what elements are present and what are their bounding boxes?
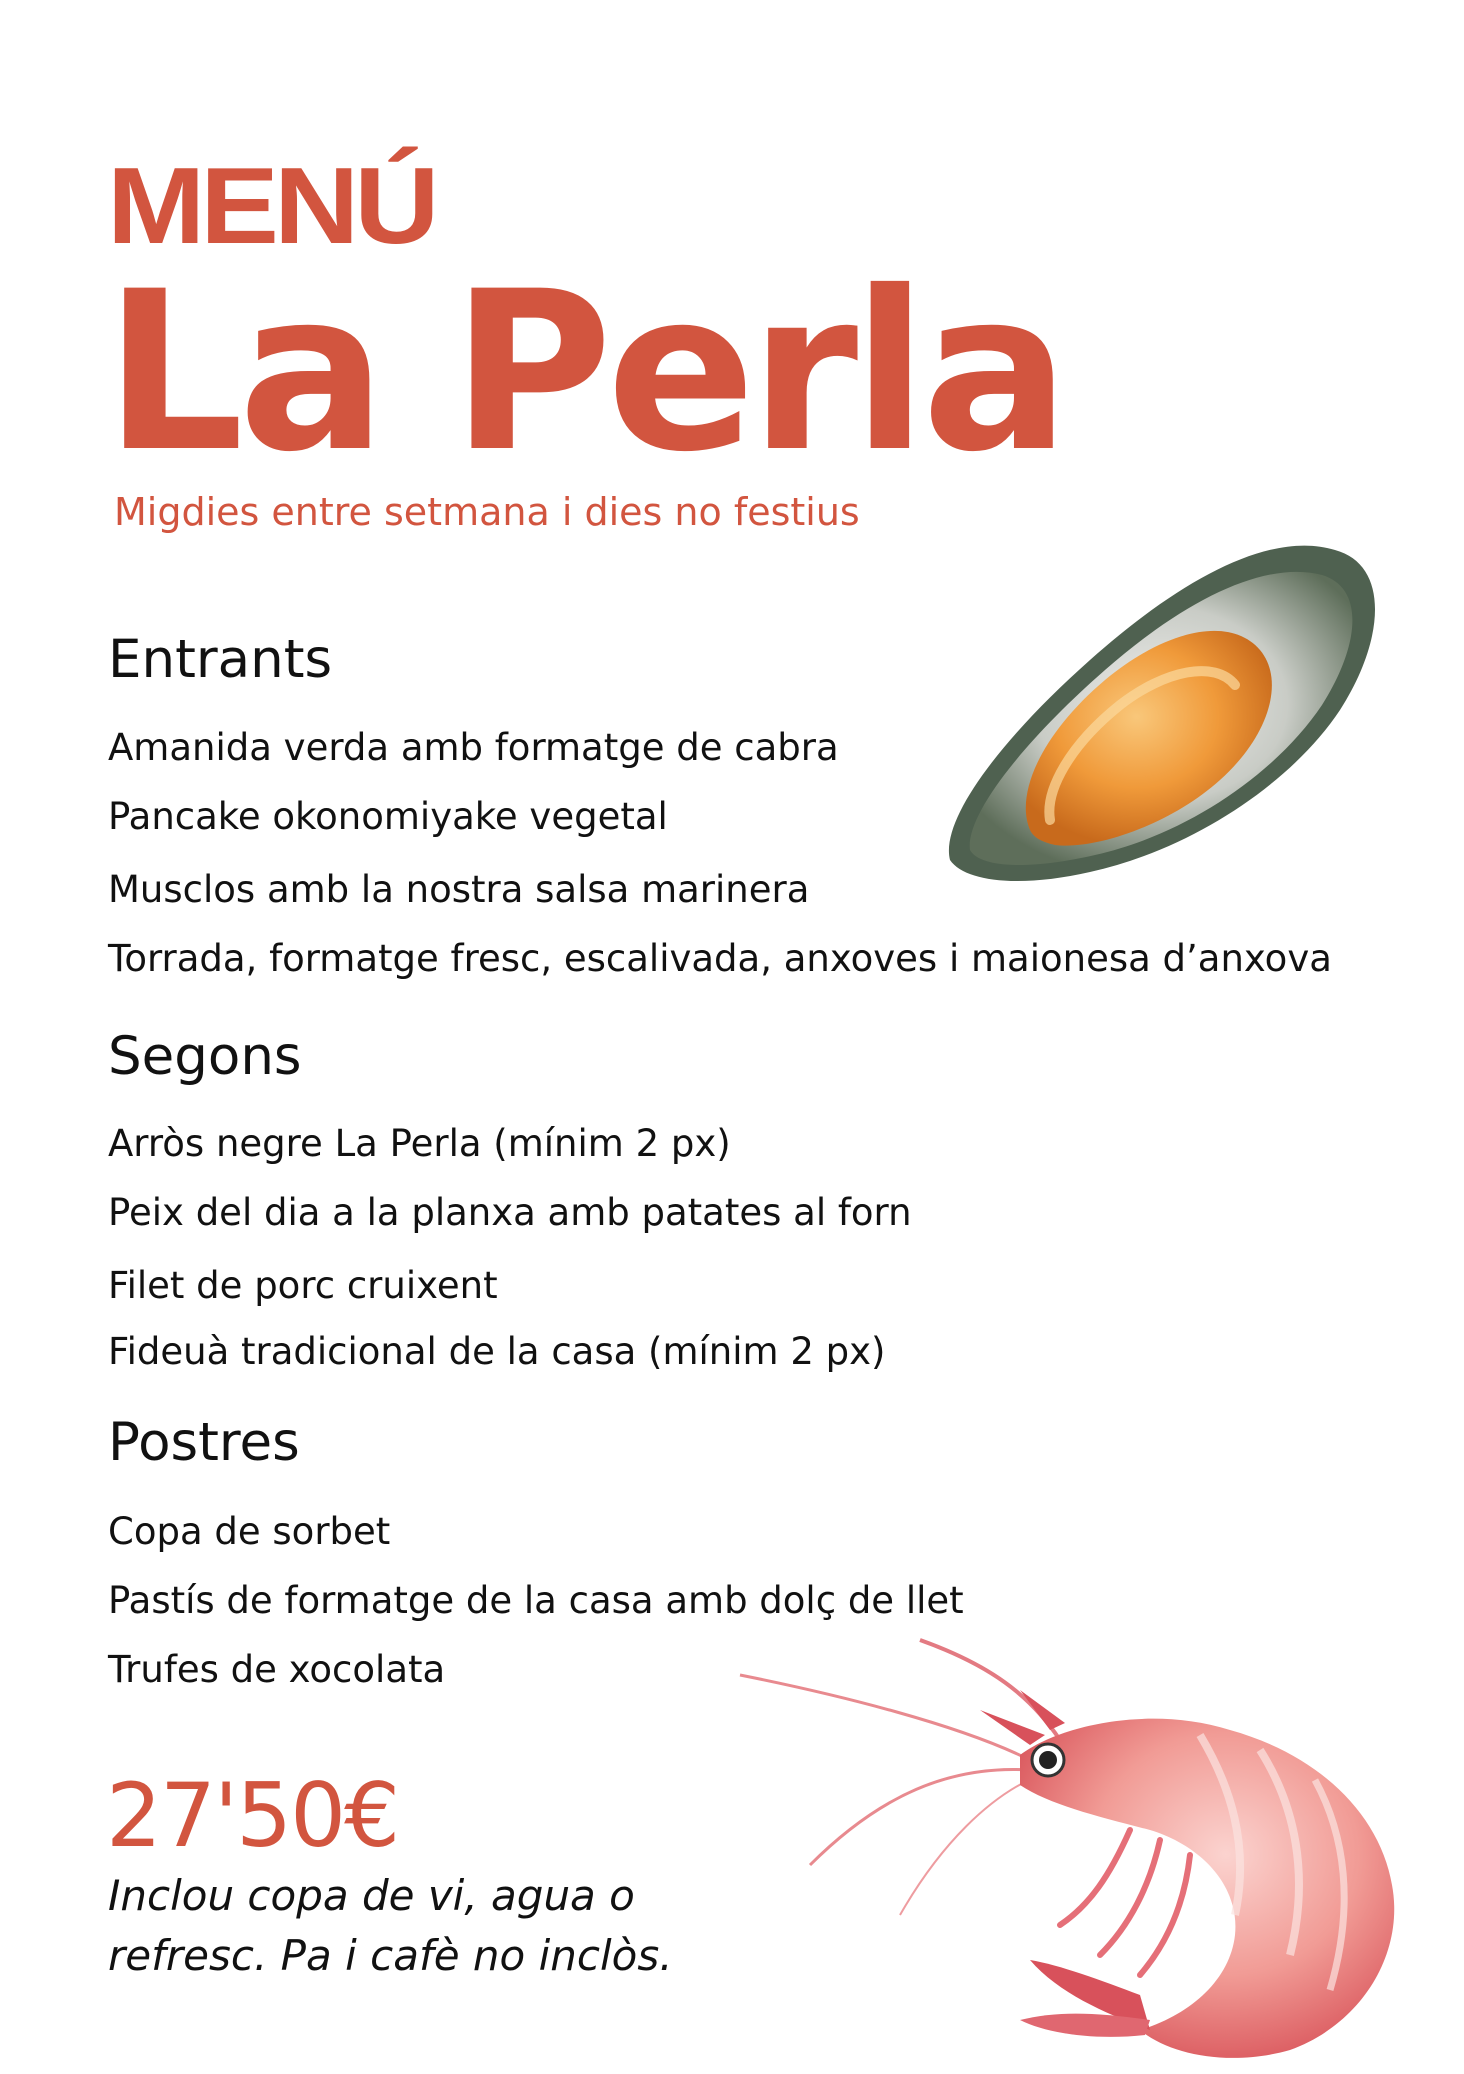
menu-item: Pastís de formatge de la casa amb dolç de llet — [108, 1579, 964, 1622]
menu-price: 27'50€ — [106, 1764, 399, 1867]
menu-item: Amanida verda amb formatge de cabra — [108, 726, 839, 769]
section-heading-segons: Segons — [108, 1026, 302, 1087]
menu-subtitle: Migdies entre setmana i dies no festius — [114, 490, 860, 534]
menu-item: Filet de porc cruixent — [108, 1264, 498, 1307]
menu-item: Fideuà tradicional de la casa (mínim 2 px) — [108, 1330, 886, 1373]
mussel-illustration — [930, 520, 1390, 900]
price-note-line-2: refresc. Pa i cafè no inclòs. — [108, 1931, 673, 1980]
menu-item: Trufes de xocolata — [108, 1648, 446, 1691]
shrimp-illustration — [730, 1635, 1450, 2065]
menu-item: Arròs negre La Perla (mínim 2 px) — [108, 1122, 731, 1165]
section-heading-postres: Postres — [108, 1412, 300, 1473]
menu-item: Peix del dia a la planxa amb patates al forn — [108, 1191, 912, 1234]
section-heading-entrants: Entrants — [108, 629, 333, 690]
menu-item: Pancake okonomiyake vegetal — [108, 795, 668, 838]
menu-kicker: MENÚ — [107, 145, 435, 267]
menu-item: Torrada, formatge fresc, escalivada, anxoves i maionesa d’anxova — [108, 937, 1332, 980]
restaurant-title: La Perla — [104, 244, 1065, 500]
price-note-line-1: Inclou copa de vi, agua o — [108, 1871, 635, 1920]
menu-item: Musclos amb la nostra salsa marinera — [108, 868, 810, 911]
menu-item: Copa de sorbet — [108, 1510, 391, 1553]
